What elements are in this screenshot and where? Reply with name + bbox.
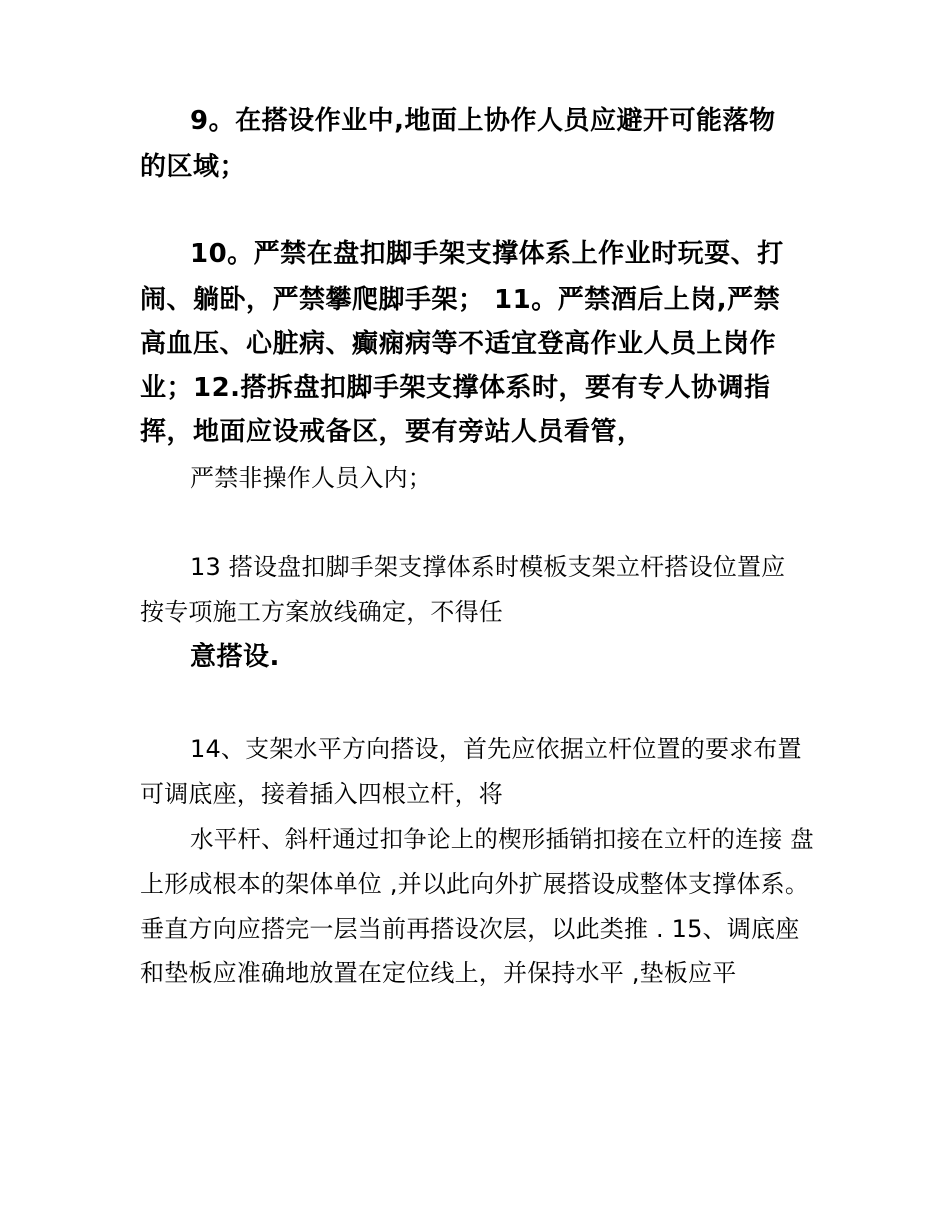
paragraph-10-line-4: 业；12.搭拆盘扣脚手架支撑体系时，要有专人协调指 xyxy=(140,373,771,403)
paragraph-10-line-1: 10。严禁在盘扣脚手架支撑体系上作业时玩耍、打 xyxy=(190,239,784,269)
paragraph-9-line-2: 的区域； xyxy=(140,152,247,182)
paragraph-10-line-6: 严禁非操作人员入内； xyxy=(190,464,432,492)
paragraph-14-line-2: 可调底座，接着插入四根立杆，将 xyxy=(140,780,503,808)
paragraph-13-line-3: 意搭设. xyxy=(190,642,280,672)
paragraph-9-line-1: 9。在搭设作业中,地面上协作人员应避开可能落物 xyxy=(190,106,776,136)
paragraph-13-line-1: 13 搭设盘扣脚手架支撑体系时模板支架立杆搭设位置应 xyxy=(190,553,786,581)
paragraph-14-line-3: 水平杆、斜杆通过扣争论上的楔形插销扣接在立杆的连接 盘 xyxy=(190,825,814,853)
paragraph-10-line-5: 挥，地面应设戒备区，要有旁站人员看管， xyxy=(140,417,644,447)
paragraph-14-line-6: 和垫板应准确地放置在定位线上，并保持水平 ,垫板应平 xyxy=(140,959,737,987)
paragraph-13-line-2: 按专项施工方案放线确定，不得任 xyxy=(140,598,503,626)
paragraph-10-line-3: 高血压、心脏病、癫痫病等不适宜登高作业人员上岗作 xyxy=(140,329,777,359)
paragraph-14-line-5: 垂直方向应搭完一层当前再搭设次层，以此类推 . 15、调底座 xyxy=(140,915,800,943)
paragraph-14-line-4: 上形成根本的架体单位 ,并以此向外扩展搭设成整体支撑体系。 xyxy=(140,870,810,898)
paragraph-14-line-1: 14、支架水平方向搭设，首先应依据立杆位置的要求布置 xyxy=(190,735,802,763)
paragraph-10-line-2: 闹、躺卧，严禁攀爬脚手架； 11。严禁酒后上岗,严禁 xyxy=(140,285,781,315)
